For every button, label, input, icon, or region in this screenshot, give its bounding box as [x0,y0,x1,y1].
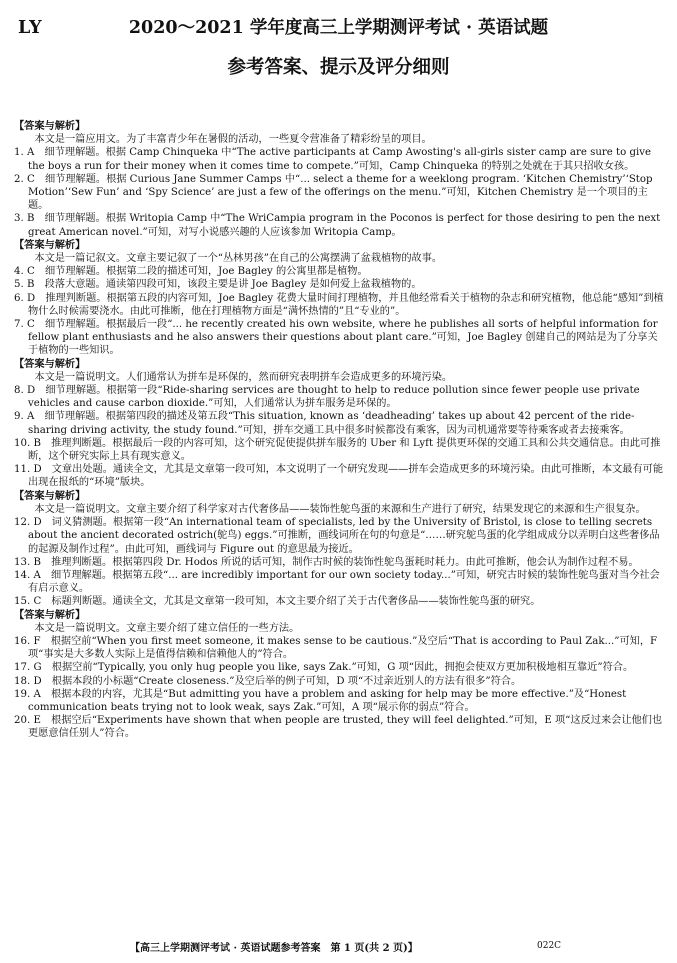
answer-item: 18. D 根据本段的小标题“Create closeness.”及空后举的例子可知，D 项“不过亲近别人的方法有很多”符合。 [14,675,522,687]
answer-item: 15. C 标题判断题。通读全文，尤其是文章第一段可知，本文主要介绍了关于古代奢侈品——装饰性鸵鸟蛋的研究。 [14,596,541,608]
answer-item: 14. A 细节理解题。根据第五段“... are incredibly important for our own society today...”可知，研究古时候的装饰性鸵鸟蛋对当今社会有启示意义。 [14,569,660,595]
answer-item: 16. F 根据空前“When you first meet someone, it makes sense to be cautious.”及空后“That is according to Paul Zak...”可知，F 项“事实是大多数人实际上是值得信赖和信赖他人的”符合。 [14,635,658,661]
exam-code: LY [18,18,42,38]
answer-item: 5. B 段落大意题。通读第四段可知，该段主要是讲 Joe Bagley 是如何爱上盆栽植物的。 [14,279,422,291]
passage-intro: 本文是一篇说明文。文章主要介绍了科学家对古代奢侈品——装饰性鸵鸟蛋的来源和生产进行了研究，结果发现它的来源和生产很复杂。 [34,503,646,515]
answer-item: 17. G 根据空前“Typically, you only hug people you like, says Zak.”可知，G 项“因此，拥抱会使双方更加积极地相互靠近”符合。 [14,662,634,674]
answer-item: 11. D 文章出处题。通读全文，尤其是文章第一段可知，本文说明了一个研究发现——拼车会造成更多的环境污染。由此可推断，本文最有可能出现在报纸的“环境”版块。 [14,464,664,489]
answer-item: 20. E 根据空后“Experiments have shown that when people are trusted, they will feel delighted.”可知，E 项“这反过来会让他们也更愿意信任别人”符合。 [14,715,663,740]
passage-intro: 本文是一篇说明文。文章主要介绍了建立信任的一些方法。 [34,622,300,634]
answer-item: 13. B 推理判断题。根据第四段 Dr. Hodos 所说的话可知，制作古时候的装饰性鸵鸟蛋耗时耗力。由此可推断，他会认为制作过程不易。 [14,556,639,568]
answer-item: 6. D 推理判断题。根据第五段的内容可知，Joe Bagley 花费大量时间打理植物，并且他经常看关于植物的杂志和研究植物，他总能“感知”到植物什么时候需要浇水。由此可推断，他在打理植物方面是“满怀热情的”且“专业的”。 [14,292,664,317]
answer-item: 8. D 细节理解题。根据第一段“Ride-sharing services are thought to help to reduce pollution since fewer people use private vehicles and cause carbon dioxide.”可知，人们通常认为拼车服务是环保的。 [14,385,640,410]
page-header [0,14,677,82]
answer-item: 2. C 细节理解题。根据 Curious Jane Summer Camps 中“... select a theme for a weeklong program. ‘Kitchen Chemistry’‘Stop Motion’‘Sew Fun’ and ‘Spy Science’ are just a few of the offerings on the menu.”可知，Kitchen Chemistry 是一个项目的主题。 [14,173,653,212]
section-heading: 【答案与解析】 [14,120,86,132]
passage-intro: 本文是一篇应用文。为了丰富青少年在暑假的活动，一些夏令营准备了精彩纷呈的项目。 [34,134,432,146]
answer-item: 4. C 细节理解题。根据第二段的描述可知，Joe Bagley 的公寓里都是植物。 [14,266,368,278]
section-heading: 【答案与解析】 [14,608,86,621]
answer-item: 1. A 细节理解题。根据 Camp Chinqueka 中“The active participants at Camp Awosting's all-girls sister camp are sure to give the boys a run for their money when it comes time to compete.”可知，Camp Chinqueka 的特别之处就在于其只招收女孩。 [14,147,652,172]
footer-code: 022C [537,941,562,951]
answer-item: 10. B 推理判断题。根据最后一段的内容可知，这个研究促使提供拼车服务的 Uber 和 Lyft 提供更环保的交通工具和公共交通信息。由此可推断，这个研究实际上具有现实意义。 [14,437,661,463]
section-heading: 【答案与解析】 [14,238,86,251]
section-heading: 【答案与解析】 [14,357,86,370]
answer-item: 19. A 根据本段的内容，尤其是“But admitting you have a problem and asking for help may be more effective.”及“Honest communication beats trying not to look weak, says Zak.”可知，A 项“展示你的弱点”符合。 [14,688,627,713]
footer-text: 【高三上学期测评考试 · 英语试题参考答案 第 1 页(共 2 页)】 [130,943,418,954]
passage-intro: 本文是一篇说明文。人们通常认为拼车是环保的，然而研究表明拼车会造成更多的环境污染。 [34,371,453,383]
passage-intro: 本文是一篇记叙文。文章主要记叙了一个“丛林男孩”在自己的公寓摆满了盆栽植物的故事。 [34,253,443,265]
answer-item: 3. B 细节理解题。根据 Writopia Camp 中“The WriCampia program in the Poconos is perfect for those desiring to pen the next great American novel.”可知，对写小说感兴趣的人应该参加 Writopia Camp。 [14,213,661,238]
answer-content [14,120,666,741]
answer-item: 12. D 词义猜测题。根据第一段“An international team of specialists, led by the University of Bristol, is close to telling secrets about the ancient decorated ostrich(鸵鸟) eggs.”可推断，画线词所在句的句意是“……研究鸵鸟蛋的化学组成成分以弄明白这些奢侈品的起源及制作过程”。由此可知，画线词与 Figure out 的意思最为接近。 [14,517,660,555]
doc-subtitle: 参考答案、提示及评分细则 [227,57,450,78]
section-heading: 【答案与解析】 [14,489,86,502]
answer-item: 9. A 细节理解题。根据第四段的描述及第五段“This situation, known as ‘deadheading’ takes up about 42 percent of the ride-sharing driving activity, the study found.”可知，拼车交通工具中很多时候都没有乘客，因为司机通常要等待乘客或者去接乘客。 [14,411,635,436]
title-line [0,14,677,42]
exam-title: 2020～2021 学年度高三上学期测评考试 · 英语试题 [128,18,549,38]
answer-item: 7. C 细节理解题。根据最后一段“... he recently created his own website, where he publishes all sorts of helpful information for fellow plant enthusiasts and he also answers their questions about plant care.”可知，Joe Bagley 创建自己的网站是为了分享关于植物的一些知识。 [14,319,658,357]
